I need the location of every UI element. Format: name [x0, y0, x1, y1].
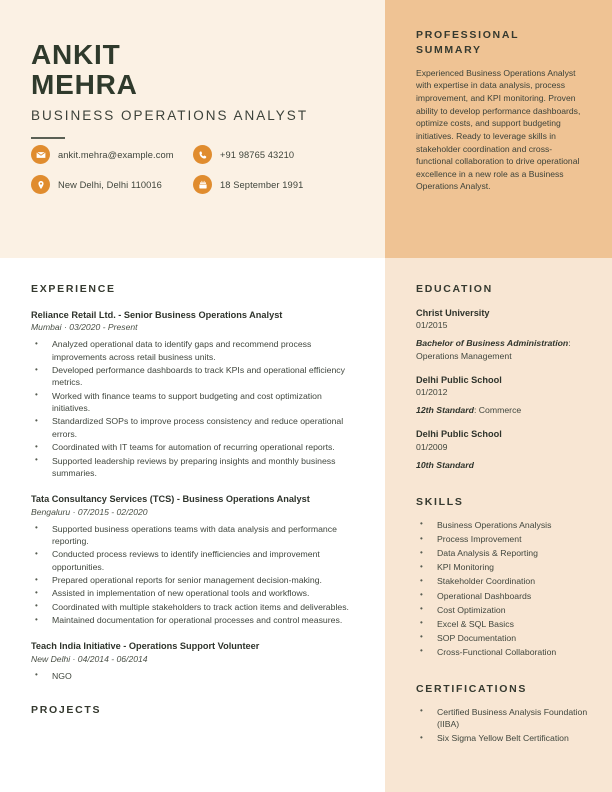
list-item: • Cross-Functional Collaboration: [416, 646, 592, 659]
phone-icon: [193, 145, 212, 164]
experience-entry: [31, 640, 356, 682]
list-item: • KPI Monitoring: [416, 561, 592, 574]
experience-role: Tata Consultancy Services (TCS) - Business Operations Analyst: [31, 494, 310, 505]
education-school: Delhi Public School: [416, 374, 502, 385]
education-degree-label: 12th Standard: [416, 405, 474, 416]
experience-heading: EXPERIENCE: [31, 283, 116, 295]
education-degree: [416, 459, 592, 471]
education-degree: [416, 404, 592, 416]
professional-summary-section: [416, 28, 588, 193]
professional-summary-heading: PROFESSIONAL SUMMARY: [416, 29, 520, 56]
first-name: ANKIT: [31, 39, 121, 70]
contact-phone-text: +91 98765 43210: [220, 149, 295, 160]
education-degree-label: 10th Standard: [416, 459, 474, 470]
list-item: • Operational Dashboards: [416, 590, 592, 603]
experience-meta: Mumbai · 03/2020 - Present: [31, 322, 138, 333]
education-degree: [416, 337, 592, 361]
experience-bullets: [31, 338, 356, 479]
list-item: • Analyzed operational data to identify gaps and recommend process improvements across retail business units.: [31, 338, 356, 363]
education-date: 01/2012: [416, 387, 448, 398]
list-item: • Worked with finance teams to support budgeting and cost optimization initiatives.: [31, 390, 356, 415]
sidebar-sections: [416, 283, 592, 746]
list-item: • Conducted process reviews to identify inefficiencies and improvement opportunities.: [31, 548, 356, 573]
contact-location[interactable]: [31, 175, 193, 194]
education-date: 01/2009: [416, 441, 448, 452]
list-item: • Standardized SOPs to improve process consistency and reduce operational errors.: [31, 415, 356, 440]
list-item: • Coordinated with multiple stakeholders to track action items and deliverables.: [31, 601, 356, 613]
location-pin-icon: [31, 175, 50, 194]
skills-heading: SKILLS: [416, 495, 464, 508]
education-heading: EDUCATION: [416, 283, 493, 295]
education-section: [416, 283, 592, 471]
last-name: MEHRA: [31, 69, 138, 101]
education-entry: [416, 428, 592, 471]
contact-location-text: New Delhi, Delhi 110016: [58, 179, 162, 190]
experience-role: Reliance Retail Ltd. - Senior Business Operations Analyst: [31, 310, 283, 320]
skills-section: [416, 496, 592, 659]
list-item: • NGO: [31, 670, 356, 682]
education-entry: [416, 374, 592, 417]
experience-entry: [31, 493, 356, 626]
list-item: • Assisted in implementation of new operational tools and workflows.: [31, 587, 356, 599]
education-degree-label: Bachelor of Business Administration: [416, 338, 569, 349]
birthday-cake-icon: [193, 175, 212, 194]
education-degree-detail: : Commerce: [473, 405, 522, 416]
envelope-icon: [31, 145, 50, 164]
education-date: 01/2015: [416, 320, 448, 331]
experience-bullets: [31, 670, 356, 682]
education-entry: [416, 307, 592, 362]
education-school: Delhi Public School: [416, 429, 502, 440]
contact-phone[interactable]: [193, 145, 376, 164]
projects-heading: PROJECTS: [31, 704, 102, 717]
list-item: • Prepared operational reports for senior management decision-making.: [31, 574, 356, 586]
contact-email-text: ankit.mehra@example.com: [58, 149, 174, 160]
list-item: • Supported leadership reviews by preparing insights and monthly business summaries.: [31, 455, 356, 480]
experience-meta: Bengaluru · 07/2015 - 02/2020: [31, 506, 148, 517]
list-item: • Excel & SQL Basics: [416, 618, 592, 631]
list-item: • Developed performance dashboards to track KPIs and operational efficiency metrics.: [31, 364, 356, 389]
experience-role: Teach India Initiative - Operations Support Volunteer: [31, 641, 260, 652]
experience-entry: [31, 309, 356, 479]
list-item: • Supported business operations teams with data analysis and performance reporting.: [31, 523, 356, 548]
certifications-heading: CERTIFICATIONS: [416, 682, 528, 695]
contact-birthdate[interactable]: [193, 175, 376, 194]
experience-bullets: [31, 523, 356, 627]
list-item: • Business Operations Analysis: [416, 519, 592, 532]
list-item: • Cost Optimization: [416, 604, 592, 617]
education-school: Christ University: [416, 308, 490, 318]
certifications-section: [416, 683, 592, 745]
list-item: • Certified Business Analysis Foundation (IIBA): [416, 706, 592, 731]
contact-birthdate-text: 18 September 1991: [220, 179, 304, 190]
job-title: BUSINESS OPERATIONS ANALYST: [31, 108, 309, 124]
list-item: • Data Analysis & Reporting: [416, 547, 592, 560]
list-item: • Maintained documentation for operational processes and control measures.: [31, 614, 356, 626]
education-degree-detail: : Operations Management: [416, 338, 571, 361]
contact-email[interactable]: [31, 145, 193, 164]
contact-details: [31, 145, 376, 194]
list-item: • Stakeholder Coordination: [416, 575, 592, 588]
skills-list: [416, 519, 592, 659]
list-item: • Six Sigma Yellow Belt Certification: [416, 732, 592, 745]
header-divider: [31, 137, 65, 139]
certifications-list: [416, 706, 592, 745]
list-item: • Process Improvement: [416, 533, 592, 546]
professional-summary-text: Experienced Business Operations Analyst with expertise in data analysis, process improvement, and KPI monitoring. Proven ability to develop performance dashboards, optimize costs, and support budgeting initiatives. Ready to leverage skills in stakeholder coordination and cross-functional collaboration to drive operational excellence in a new role as a Business Operations Analyst.: [416, 67, 581, 192]
list-item: • Coordinated with IT teams for automation of recurring operational reports.: [31, 441, 356, 453]
header-identity: [31, 40, 371, 139]
experience-meta: New Delhi · 04/2014 - 06/2014: [31, 653, 148, 664]
list-item: • SOP Documentation: [416, 632, 592, 645]
experience-section: [31, 283, 356, 716]
